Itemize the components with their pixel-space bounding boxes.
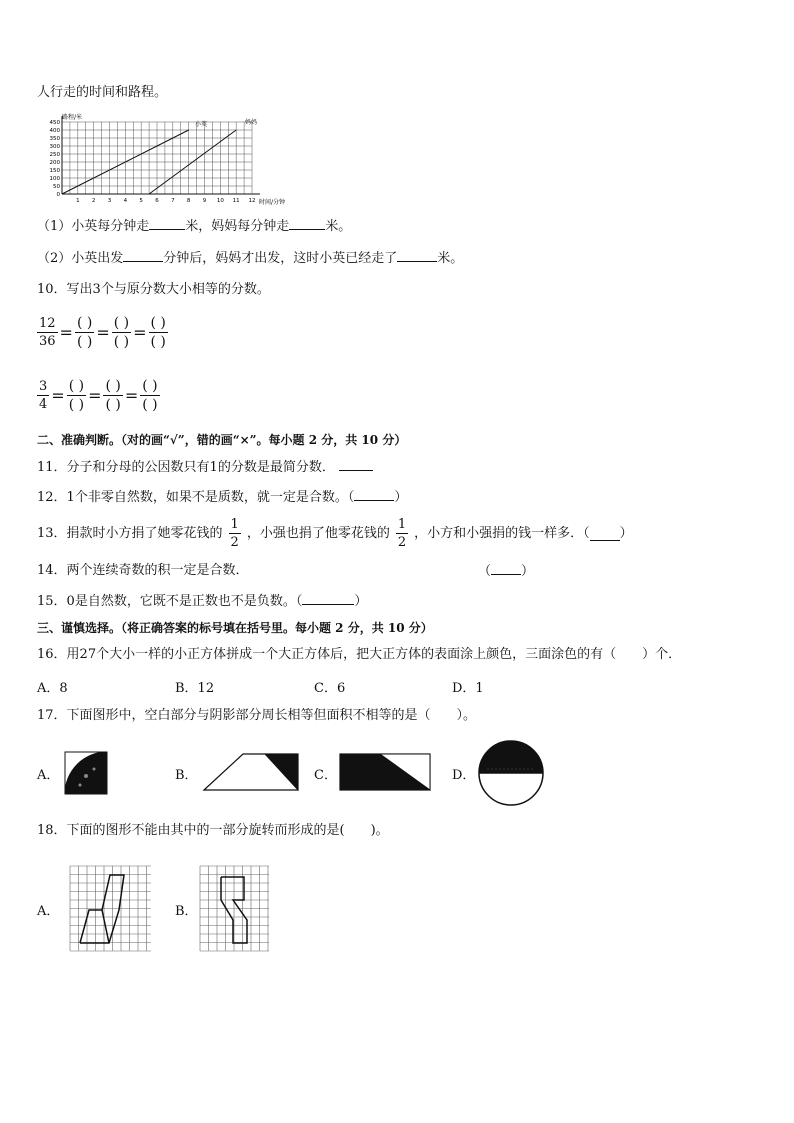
y-tick-label: 350	[49, 136, 60, 142]
intro-text: 人行走的时间和路程。	[37, 85, 168, 100]
q9-p2-a: （2）小英出发	[37, 251, 124, 266]
chart-x-label: 时间/分钟	[259, 199, 286, 206]
answer-fraction[interactable]: ( ) ( )	[113, 315, 130, 350]
chart-y-ticks	[50, 120, 61, 198]
series-label-xiaoying: 小英	[195, 121, 208, 128]
x-tick-label: 12	[248, 198, 256, 204]
q16-option-a[interactable]: A．8	[37, 681, 68, 696]
section-3-heading: 三、谨慎选择。（将正确答案的标号填在括号里。每小题 2 分，共 10 分）	[37, 621, 433, 635]
fraction-one-half: $\frac{1}{2}$	[397, 517, 407, 550]
q16-option-b[interactable]: B．12	[175, 681, 215, 696]
q13-answer-blank[interactable]	[590, 528, 620, 541]
q10-equation-2: $\frac{3}{4}$ = ( ) ( ) = ( ) ( ) = ( ) ( )	[39, 378, 158, 413]
answer-fraction[interactable]: ( ) ( )	[142, 378, 158, 413]
q16-option-d[interactable]: D．1	[452, 681, 484, 696]
y-tick-label: 250	[49, 152, 60, 158]
chart-grid	[62, 116, 260, 194]
chart-y-label: 路程/米	[62, 114, 83, 121]
q9-p1-b: 米，妈妈每分钟走	[185, 219, 290, 234]
x-tick-label: 10	[216, 198, 224, 204]
q17-figure-b[interactable]	[203, 753, 299, 791]
q11-answer-blank[interactable]	[339, 458, 373, 471]
q17-figure-a[interactable]	[64, 751, 108, 795]
q15: 15．0是自然数，它既不是正数也不是负数。（ ）	[37, 594, 368, 609]
y-tick-label: 450	[49, 120, 60, 126]
q11: 11．分子和分母的公因数只有1的分数是最简分数．	[37, 458, 373, 477]
q17-figure-c[interactable]	[339, 753, 431, 791]
x-tick-label: 4	[123, 198, 128, 204]
q17-option-d-label[interactable]: D．	[452, 768, 476, 783]
q17-option-c-label[interactable]: C．	[314, 768, 337, 783]
q14-answer-blank[interactable]	[491, 562, 521, 575]
q18-option-b-label[interactable]: B．	[175, 904, 198, 919]
q17-figure-d[interactable]	[477, 739, 545, 807]
q18-figure-a[interactable]	[69, 865, 153, 953]
q16-option-c[interactable]: C．6	[314, 681, 346, 696]
x-tick-label: 11	[232, 198, 240, 204]
q12-answer-blank[interactable]	[354, 488, 394, 501]
q16: 16．用27个大小一样的小正方体拼成一个大正方体后，把大正方体的表面涂上颜色，三面涂色的有（ ）个．	[37, 647, 682, 662]
q18-grid-b	[200, 866, 269, 951]
q17-option-b-label[interactable]: B．	[175, 768, 198, 783]
q14-paren: （ ）	[478, 564, 535, 579]
q17-option-a-label[interactable]: A．	[37, 768, 60, 783]
q18-option-a-label[interactable]: A．	[37, 904, 60, 919]
answer-fraction[interactable]: ( ) ( )	[68, 378, 85, 413]
x-tick-label: 3	[107, 198, 112, 204]
fraction-one-half: $\frac{1}{2}$	[230, 517, 239, 550]
y-tick-label: 400	[49, 128, 60, 134]
q10-equation-1: $\frac{12}{36}$ = ( ) ( ) = ( ) ( ) = ( ) ( )	[39, 315, 166, 350]
answer-fraction[interactable]: ( ) ( )	[150, 315, 166, 350]
y-tick-label: 300	[49, 144, 60, 150]
answer-fraction[interactable]: ( ) ( )	[105, 378, 121, 413]
q9-p1-c: 米。	[325, 219, 352, 234]
answer-fraction[interactable]: ( ) ( )	[76, 315, 93, 350]
q9-blank-1[interactable]	[149, 217, 185, 230]
x-tick-label: 2	[91, 198, 96, 204]
y-tick-label: 200	[49, 160, 60, 166]
q9-p2-c: 米。	[437, 251, 464, 266]
y-tick-label: 100	[49, 176, 60, 182]
x-tick-label: 1	[76, 198, 80, 204]
section-2-heading: 二、准确判断。（对的画“√”，错的画“×”。每小题 2 分，共 10 分）	[37, 433, 407, 447]
x-tick-label: 9	[202, 198, 207, 204]
fraction-3-4: $\frac{3}{4}$	[39, 378, 48, 412]
q14: 14．两个连续奇数的积一定是合数．	[37, 563, 249, 578]
x-tick-label: 6	[155, 198, 159, 204]
distance-time-chart	[40, 112, 286, 212]
y-tick-label: 0	[56, 192, 60, 198]
fraction-12-36: $\frac{12}{36}$	[39, 315, 56, 349]
q17: 17．下面图形中，空白部分与阴影部分周长相等但面积不相等的是（ ）。	[37, 708, 477, 723]
q9-blank-4[interactable]	[397, 249, 437, 262]
q18: 18．下面的图形不能由其中的一部分旋转而形成的是( )。	[37, 823, 389, 838]
q18-figure-b[interactable]	[199, 865, 271, 953]
q10-text: 10．写出3个与原分数大小相等的分数。	[37, 282, 270, 297]
y-tick-label: 50	[53, 184, 60, 190]
x-tick-label: 7	[171, 198, 175, 204]
x-tick-label: 5	[139, 198, 143, 204]
q13: 13．捐款时小方捐了她零花钱的 $\frac{1}{2}$ ，小强也捐了他零花钱的 $\frac{1}{2}$ ，小方和小强捐的钱一样多．（ ）	[37, 517, 633, 550]
q9-part1	[37, 217, 351, 236]
series-label-mama: 妈妈	[245, 119, 258, 126]
q9-p1-a: （1）小英每分钟走	[37, 219, 150, 234]
q9-blank-3[interactable]	[123, 249, 163, 262]
chart-x-ticks	[76, 198, 255, 204]
q9-p2-b: 分钟后，妈妈才出发，这时小英已经走了	[163, 251, 398, 266]
q9-blank-2[interactable]	[289, 217, 325, 230]
q12: 12．1个非零自然数，如果不是质数，就一定是合数。（ ）	[37, 490, 408, 505]
q15-answer-blank[interactable]	[302, 592, 354, 605]
x-tick-label: 8	[186, 198, 191, 204]
y-tick-label: 150	[49, 168, 60, 174]
q9-part2	[37, 249, 463, 268]
